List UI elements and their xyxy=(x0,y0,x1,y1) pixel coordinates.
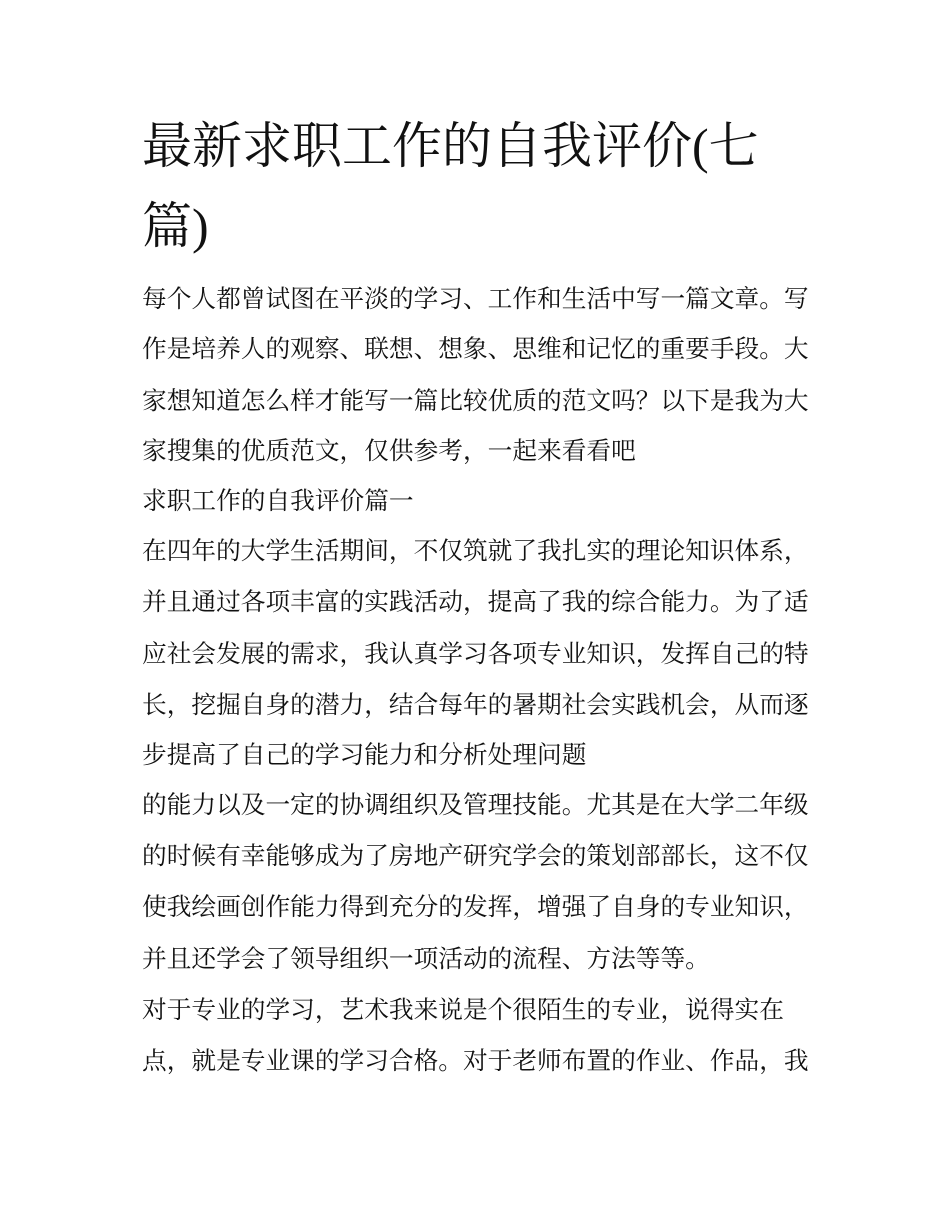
body-line: 在四年的大学生活期间，不仅筑就了我扎实的理论知识体系， xyxy=(142,538,809,565)
body-line: 点，就是专业课的学习合格。对于老师布置的作业、作品，我 xyxy=(142,1048,809,1075)
body-line: 使我绘画创作能力得到充分的发挥，增强了自身的专业知识， xyxy=(142,894,809,921)
body-line: 应社会发展的需求，我认真学习各项专业知识，发挥自己的特 xyxy=(142,641,809,668)
body-line: 对于专业的学习，艺术我来说是个很陌生的专业，说得实在 xyxy=(142,997,784,1024)
body-line: 步提高了自己的学习能力和分析处理问题 xyxy=(142,742,587,769)
body-line: 并且通过各项丰富的实践活动，提高了我的综合能力。为了适 xyxy=(142,589,809,616)
document-title-line-1: 最新求职工作的自我评价(七 xyxy=(142,118,759,174)
body-line: 长，挖掘自身的潜力，结合每年的暑期社会实践机会，从而逐 xyxy=(142,692,809,719)
body-line: 每个人都曾试图在平淡的学习、工作和生活中写一篇文章。写 xyxy=(142,286,809,313)
body-line: 家搜集的优质范文，仅供参考，一起来看看吧 xyxy=(142,438,636,465)
body-line: 的能力以及一定的协调组织及管理技能。尤其是在大学二年级 xyxy=(142,792,809,819)
body-line: 并且还学会了领导组织一项活动的流程、方法等等。 xyxy=(142,946,710,973)
body-line: 的时候有幸能够成为了房地产研究学会的策划部部长，这不仅 xyxy=(142,843,809,870)
body-line: 家想知道怎么样才能写一篇比较优质的范文吗？以下是我为大 xyxy=(142,388,809,415)
section-heading: 求职工作的自我评价篇一 xyxy=(142,488,414,515)
document-title-line-2: 篇) xyxy=(142,198,209,254)
body-line: 作是培养人的观察、联想、想象、思维和记忆的重要手段。大 xyxy=(142,336,809,363)
